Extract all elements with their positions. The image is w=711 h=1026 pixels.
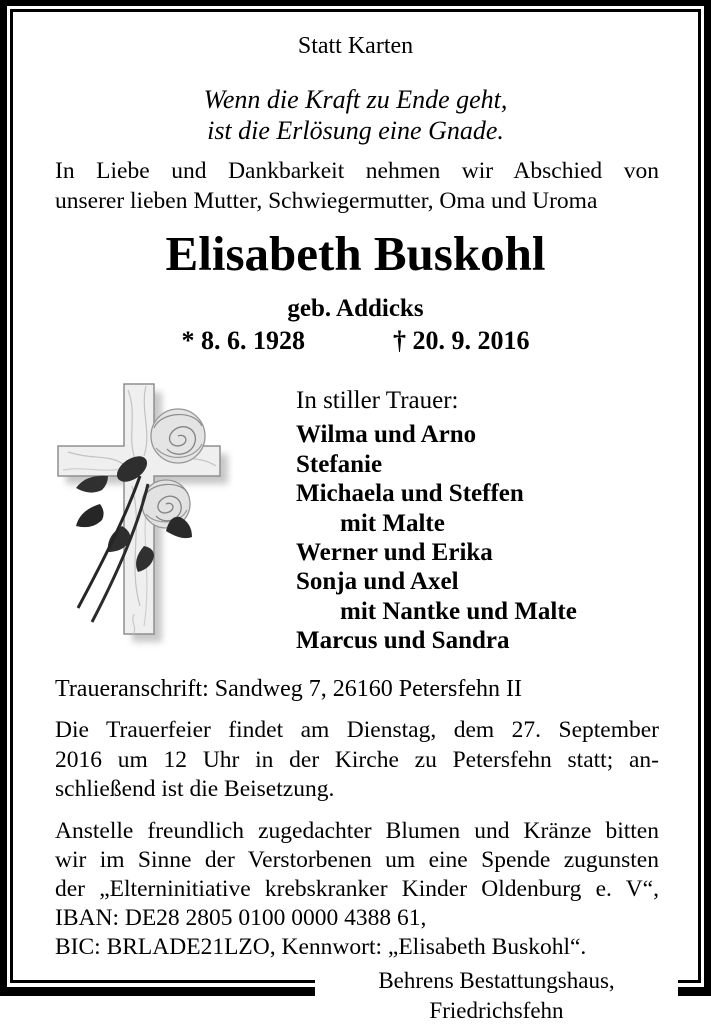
donation-iban-line: IBAN: DE28 2805 0100 0000 4388 61, [55, 905, 427, 931]
verse-line-1: Wenn die Kraft zu Ende geht, [203, 85, 508, 114]
frame-border-bottom-inner-right [678, 980, 701, 983]
donation-bic-line: BIC: BRLADE21LZO, Kennwort: „Elisabeth Buskohl“. [55, 934, 587, 960]
maiden-name: geb. Addicks [287, 295, 424, 322]
frame-border-bottom-inner-left [10, 980, 315, 983]
mourner-line: Sonja und Axel [296, 568, 459, 596]
frame-border-left-inner [10, 9, 13, 983]
donation-line-1: Anstelle freundlich zugedachter Blumen und Kränze bitten [55, 818, 659, 844]
life-dates [0, 326, 711, 356]
service-line-3: schließend ist die Beisetzung. [55, 776, 335, 802]
verse-line-2: ist die Erlösung eine Gnade. [207, 116, 504, 145]
mourner-line: Werner und Erika [296, 539, 493, 567]
funeral-home-signature: Behrens Bestattungshaus, Friedrichsfehn [378, 968, 615, 1023]
intro-paragraph [55, 156, 659, 216]
frame-border-top-outer [0, 0, 711, 6]
frame-border-bottom-outer-right [678, 987, 711, 996]
intro-line-2: unserer lieben Mutter, Schwiegermutter, Oma und Uroma [55, 188, 598, 214]
birth-date: * 8. 6. 1928 [181, 326, 305, 355]
mourning-header: In stiller Trauer: [296, 387, 459, 414]
frame-border-right-outer [704, 0, 711, 996]
frame-border-top-inner [10, 9, 701, 12]
donation-line-3: der „Elterninitiative krebskranker Kinder Oldenburg e. V“, [55, 876, 659, 902]
mourner-line: Marcus und Sandra [296, 627, 510, 655]
service-paragraph [55, 716, 659, 805]
service-line-1: Die Trauerfeier findet am Dienstag, dem 27. September [55, 717, 659, 743]
service-line-2: 2016 um 12 Uhr in der Kirche zu Petersfehn statt; an- [55, 746, 659, 773]
frame-border-left-outer [0, 0, 7, 996]
memorial-verse [0, 84, 711, 146]
deceased-name: Elisabeth Buskohl [165, 226, 546, 281]
frame-border-right-inner [698, 9, 701, 983]
memorial-cross-image [48, 376, 233, 661]
mourner-line: mit Nantke und Malte [340, 597, 577, 625]
mourner-line: Michaela und Steffen [296, 480, 524, 508]
cross-icon [48, 376, 233, 661]
frame-border-bottom-outer-left [0, 987, 315, 996]
donation-paragraph [55, 817, 659, 962]
death-date: † 20. 9. 2016 [393, 326, 530, 355]
mourning-address-line: Traueranschrift: Sandweg 7, 26160 Petersfehn II [55, 676, 523, 702]
statt-karten-note: Statt Karten [297, 33, 414, 59]
mourner-line: Stefanie [296, 450, 383, 478]
mourners-list [296, 386, 577, 656]
mourner-line: mit Malte [340, 509, 445, 537]
donation-line-2: wir im Sinne der Verstorbenen um eine Spende zugunsten [55, 847, 659, 873]
mourner-line: Wilma und Arno [296, 421, 477, 449]
intro-line-1: In Liebe und Dankbarkeit nehmen wir Abschied von [55, 158, 659, 184]
